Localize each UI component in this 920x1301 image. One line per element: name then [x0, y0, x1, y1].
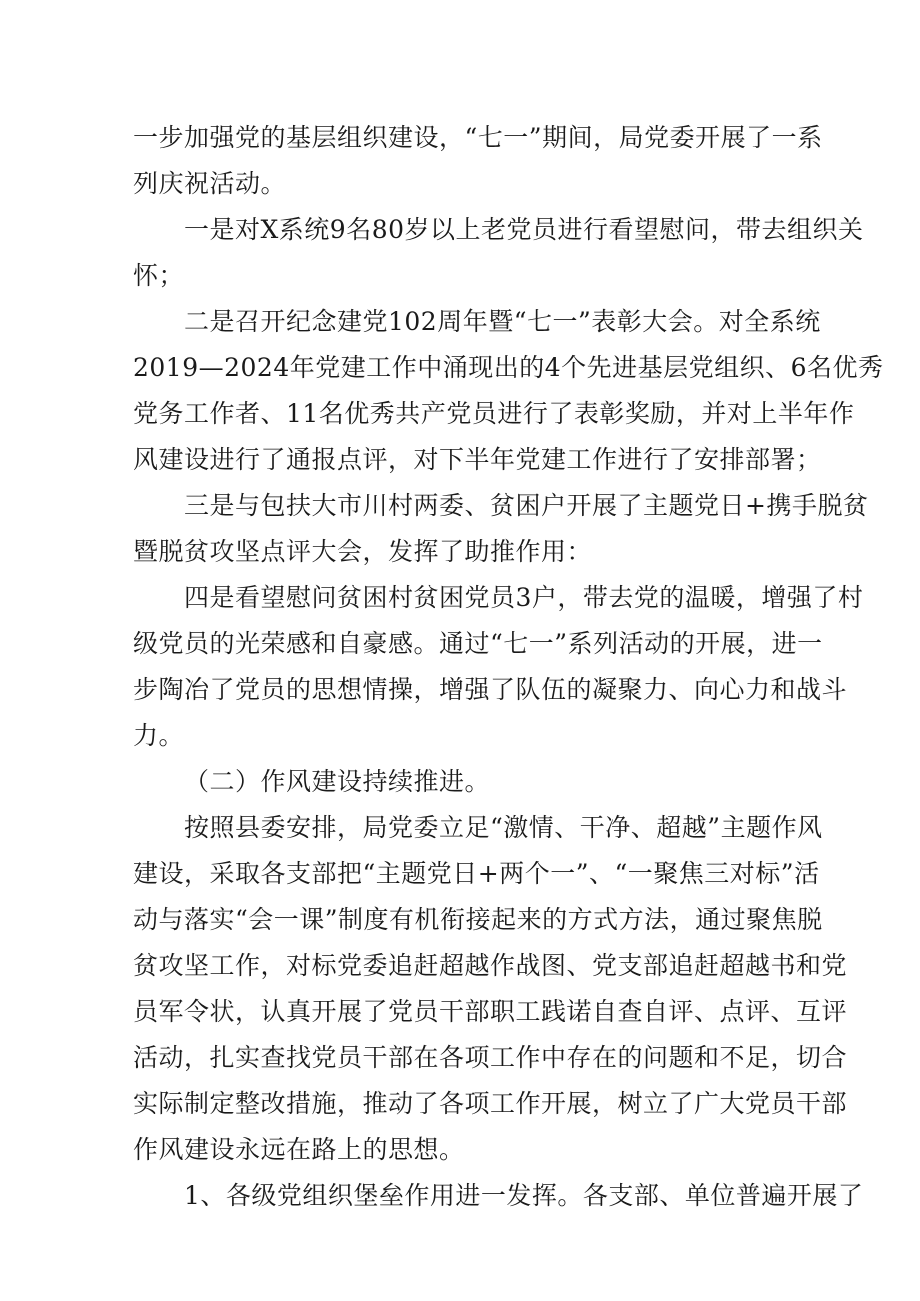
text-line: 建设，采取各支部把“主题党日+两个一”、“一聚焦三对标”活: [133, 859, 820, 888]
text-line: 怀；: [133, 261, 185, 290]
text-line: 一是对X系统9名80岁以上老党员进行看望慰问，带去组织关: [184, 215, 864, 244]
text-line: 列庆祝活动。: [133, 169, 287, 198]
text-line: 四是看望慰问贫困村贫困党员3户，带去党的温暖，增强了村: [184, 583, 864, 612]
text-line: 作风建设永远在路上的思想。: [133, 1135, 465, 1164]
text-line: 一步加强党的基层组织建设，“七一”期间，局党委开展了一系: [133, 123, 823, 152]
text-line: 党务工作者、11名优秀共产党员进行了表彰奖励，并对上半年作: [133, 399, 855, 428]
text-line: 活动，扎实查找党员干部在各项工作中存在的问题和不足，切合: [133, 1043, 848, 1072]
text-line: 步陶冶了党员的思想情操，增强了队伍的凝聚力、向心力和战斗: [133, 675, 848, 704]
text-line: 1、各级党组织堡垒作用进一发挥。各支部、单位普遍开展了: [184, 1181, 864, 1210]
text-line: 贫攻坚工作，对标党委追赶超越作战图、党支部追赶超越书和党: [133, 951, 848, 980]
text-line: 暨脱贫攻坚点评大会，发挥了助推作用：: [133, 537, 593, 566]
text-line: 2019—2024年党建工作中涌现出的4个先进基层党组织、6名优秀: [133, 353, 884, 382]
text-line: 动与落实“会一课”制度有机衔接起来的方式方法，通过聚焦脱: [133, 905, 823, 934]
text-line: 风建设进行了通报点评，对下半年党建工作进行了安排部署；: [133, 445, 822, 474]
text-line: 二是召开纪念建党102周年暨“七一”表彰大会。对全系统: [184, 307, 821, 336]
text-line: 实际制定整改措施，推动了各项工作开展，树立了广大党员干部: [133, 1089, 848, 1118]
section-heading: （二）作风建设持续推进。: [184, 767, 491, 796]
text-line: 员军令状，认真开展了党员干部职工践诺自查自评、点评、互评: [133, 997, 848, 1026]
text-line: 三是与包扶大市川村两委、贫困户开展了主题党日+携手脱贫: [184, 491, 869, 520]
text-line: 力。: [133, 721, 185, 750]
text-line: 级党员的光荣感和自豪感。通过“七一”系列活动的开展，进一: [133, 629, 823, 658]
text-line: 按照县委安排，局党委立足“激情、干净、超越”主题作风: [184, 813, 823, 842]
